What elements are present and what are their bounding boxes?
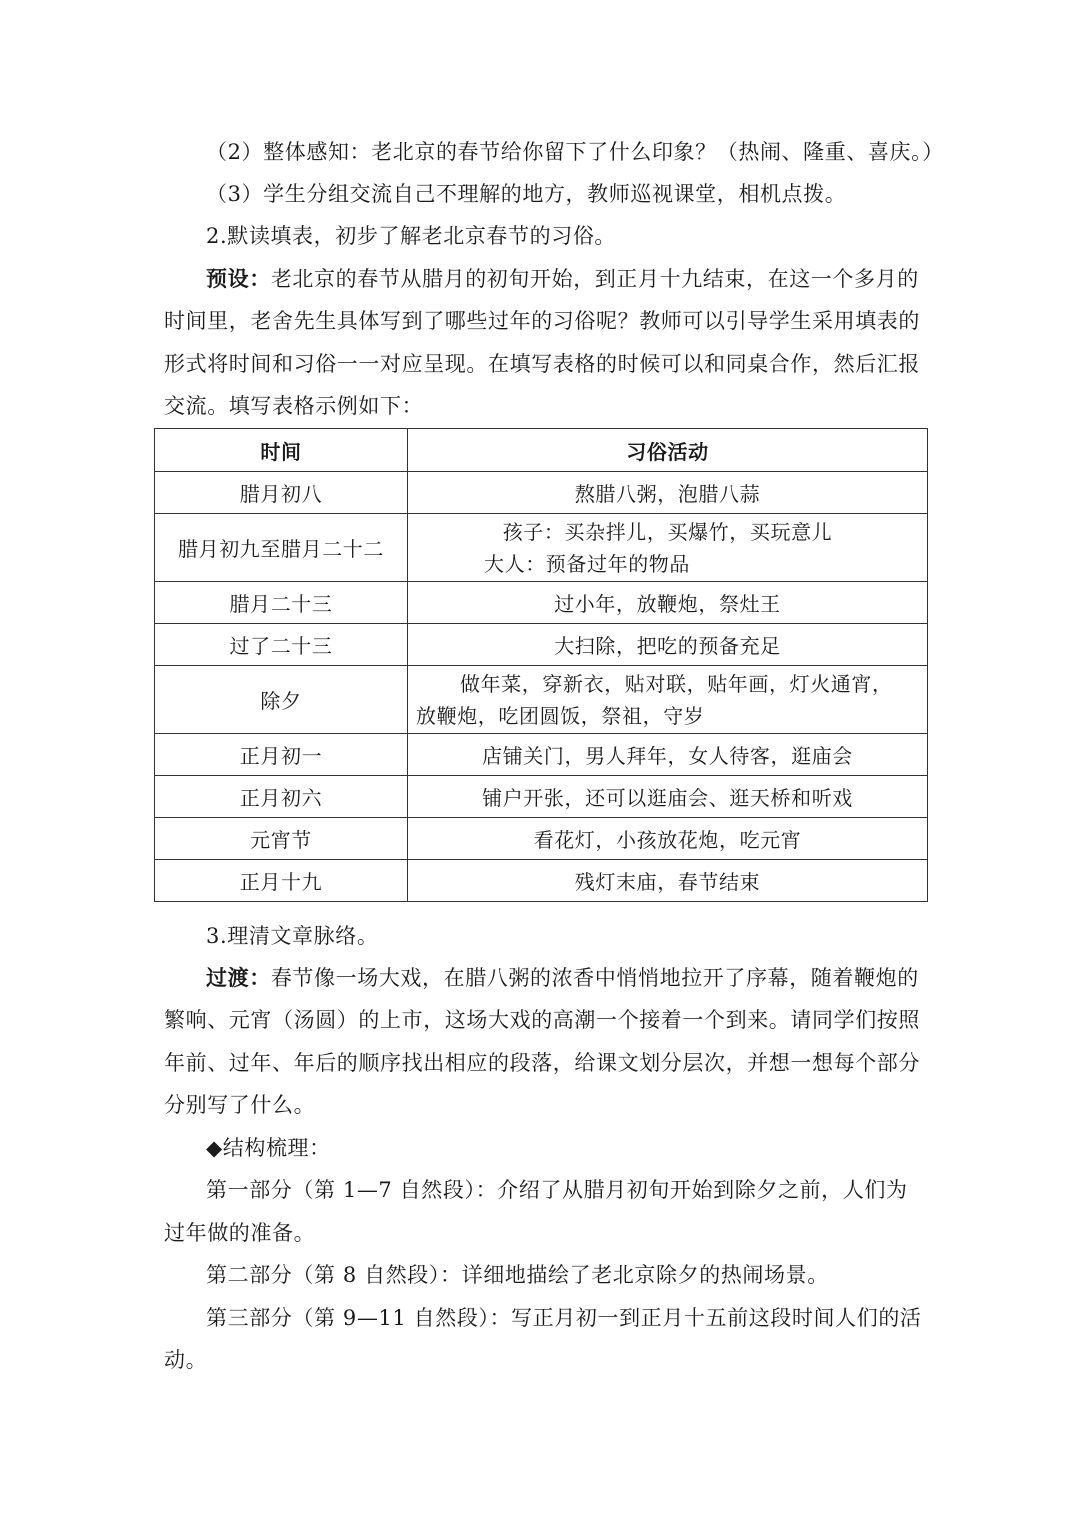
paragraph-preset-line1 xyxy=(206,264,919,294)
cell-time: 除夕 xyxy=(155,666,408,734)
cell-activity xyxy=(408,514,928,582)
paragraph-overall-perception: （2）整体感知：老北京的春节给你留下了什么印象？（热闹、隆重、喜庆。） xyxy=(206,140,944,164)
activity-line: 孩子：买杂拌儿，买爆竹，买玩意儿 xyxy=(502,519,833,544)
cell-time: 过了二十三 xyxy=(155,624,408,666)
paragraph-transition-line1 xyxy=(206,963,919,993)
cell-activity: 过小年，放鞭炮，祭灶王 xyxy=(408,582,928,624)
preset-label: 预设： xyxy=(206,266,271,291)
cell-activity: 大扫除，把吃的预备充足 xyxy=(408,624,928,666)
paragraph-transition-line3: 年前、过年、年后的顺序找出相应的段落，给课文划分层次，并想一想每个部分 xyxy=(164,1051,920,1075)
paragraph-part-one-line1: 第一部分（第 1—7 自然段）：介绍了从腊月初旬开始到除夕之前，人们为 xyxy=(206,1178,908,1202)
cell-time: 元宵节 xyxy=(155,818,408,860)
paragraph-transition-line4: 分别写了什么。 xyxy=(164,1093,316,1117)
cell-activity: 铺户开张，还可以逛庙会、逛天桥和听戏 xyxy=(408,776,928,818)
paragraph-group-discussion: （3）学生分组交流自己不理解的地方，教师巡视课堂，相机点拨。 xyxy=(206,182,847,206)
preset-text: 老北京的春节从腊月的初旬开始，到正月十九结束，在这一个多月的 xyxy=(270,267,919,291)
paragraph-part-two: 第二部分（第 8 自然段）：详细地描绘了老北京除夕的热闹场景。 xyxy=(206,1263,829,1287)
cell-activity xyxy=(408,666,928,734)
cell-activity: 店铺关门，男人拜年，女人待客，逛庙会 xyxy=(408,734,928,776)
cell-time: 腊月初九至腊月二十二 xyxy=(155,514,408,582)
transition-label: 过渡： xyxy=(206,965,271,990)
table-row xyxy=(155,582,928,624)
paragraph-part-three-line2: 动。 xyxy=(164,1348,208,1372)
paragraph-part-one-line2: 过年做的准备。 xyxy=(164,1221,316,1245)
cell-time: 腊月二十三 xyxy=(155,582,408,624)
table-row xyxy=(155,734,928,776)
cell-time: 正月初六 xyxy=(155,776,408,818)
paragraph-transition-line2: 繁响、元宵（汤圆）的上市，这场大戏的高潮一个接着一个到来。请同学们按照 xyxy=(164,1008,920,1032)
cell-time: 正月十九 xyxy=(155,860,408,902)
table-row xyxy=(155,514,928,582)
cell-time: 腊月初八 xyxy=(155,472,408,514)
cell-activity: 看花灯，小孩放花炮，吃元宵 xyxy=(408,818,928,860)
activity-line: 放鞭炮，吃团圆饭，祭祖，守岁 xyxy=(416,703,705,728)
table-row xyxy=(155,666,928,734)
paragraph-clarify-structure: 3.理清文章脉络。 xyxy=(206,924,379,948)
paragraph-preset-line4: 交流。填写表格示例如下： xyxy=(164,394,424,418)
paragraph-silent-reading: 2.默读填表，初步了解老北京春节的习俗。 xyxy=(206,224,617,248)
table-row xyxy=(155,776,928,818)
table-row xyxy=(155,818,928,860)
customs-table xyxy=(154,428,928,902)
table-row xyxy=(155,860,928,902)
paragraph-part-three-line1: 第三部分（第 9—11 自然段）：写正月初一到正月十五前这段时间人们的活 xyxy=(206,1306,922,1330)
paragraph-preset-line3: 形式将时间和习俗一一对应呈现。在填写表格的时候可以和同桌合作，然后汇报 xyxy=(164,352,920,376)
table-header-row xyxy=(155,429,928,472)
header-time: 时间 xyxy=(155,429,408,472)
cell-activity: 残灯末庙，春节结束 xyxy=(408,860,928,902)
activity-line: 大人：预备过年的物品 xyxy=(484,551,690,576)
paragraph-preset-line2: 时间里，老舍先生具体写到了哪些过年的习俗呢？教师可以引导学生采用填表的 xyxy=(164,309,920,333)
cell-time: 正月初一 xyxy=(155,734,408,776)
paragraph-structure-heading: ◆结构梳理： xyxy=(206,1136,331,1160)
table-row xyxy=(155,624,928,666)
cell-activity: 熬腊八粥，泡腊八蒜 xyxy=(408,472,928,514)
header-activity: 习俗活动 xyxy=(408,429,928,472)
table-row xyxy=(155,472,928,514)
activity-line: 做年菜，穿新衣，贴对联，贴年画，灯火通宵， xyxy=(460,671,893,696)
transition-text: 春节像一场大戏，在腊八粥的浓香中悄悄地拉开了序幕，随着鞭炮的 xyxy=(270,966,919,990)
